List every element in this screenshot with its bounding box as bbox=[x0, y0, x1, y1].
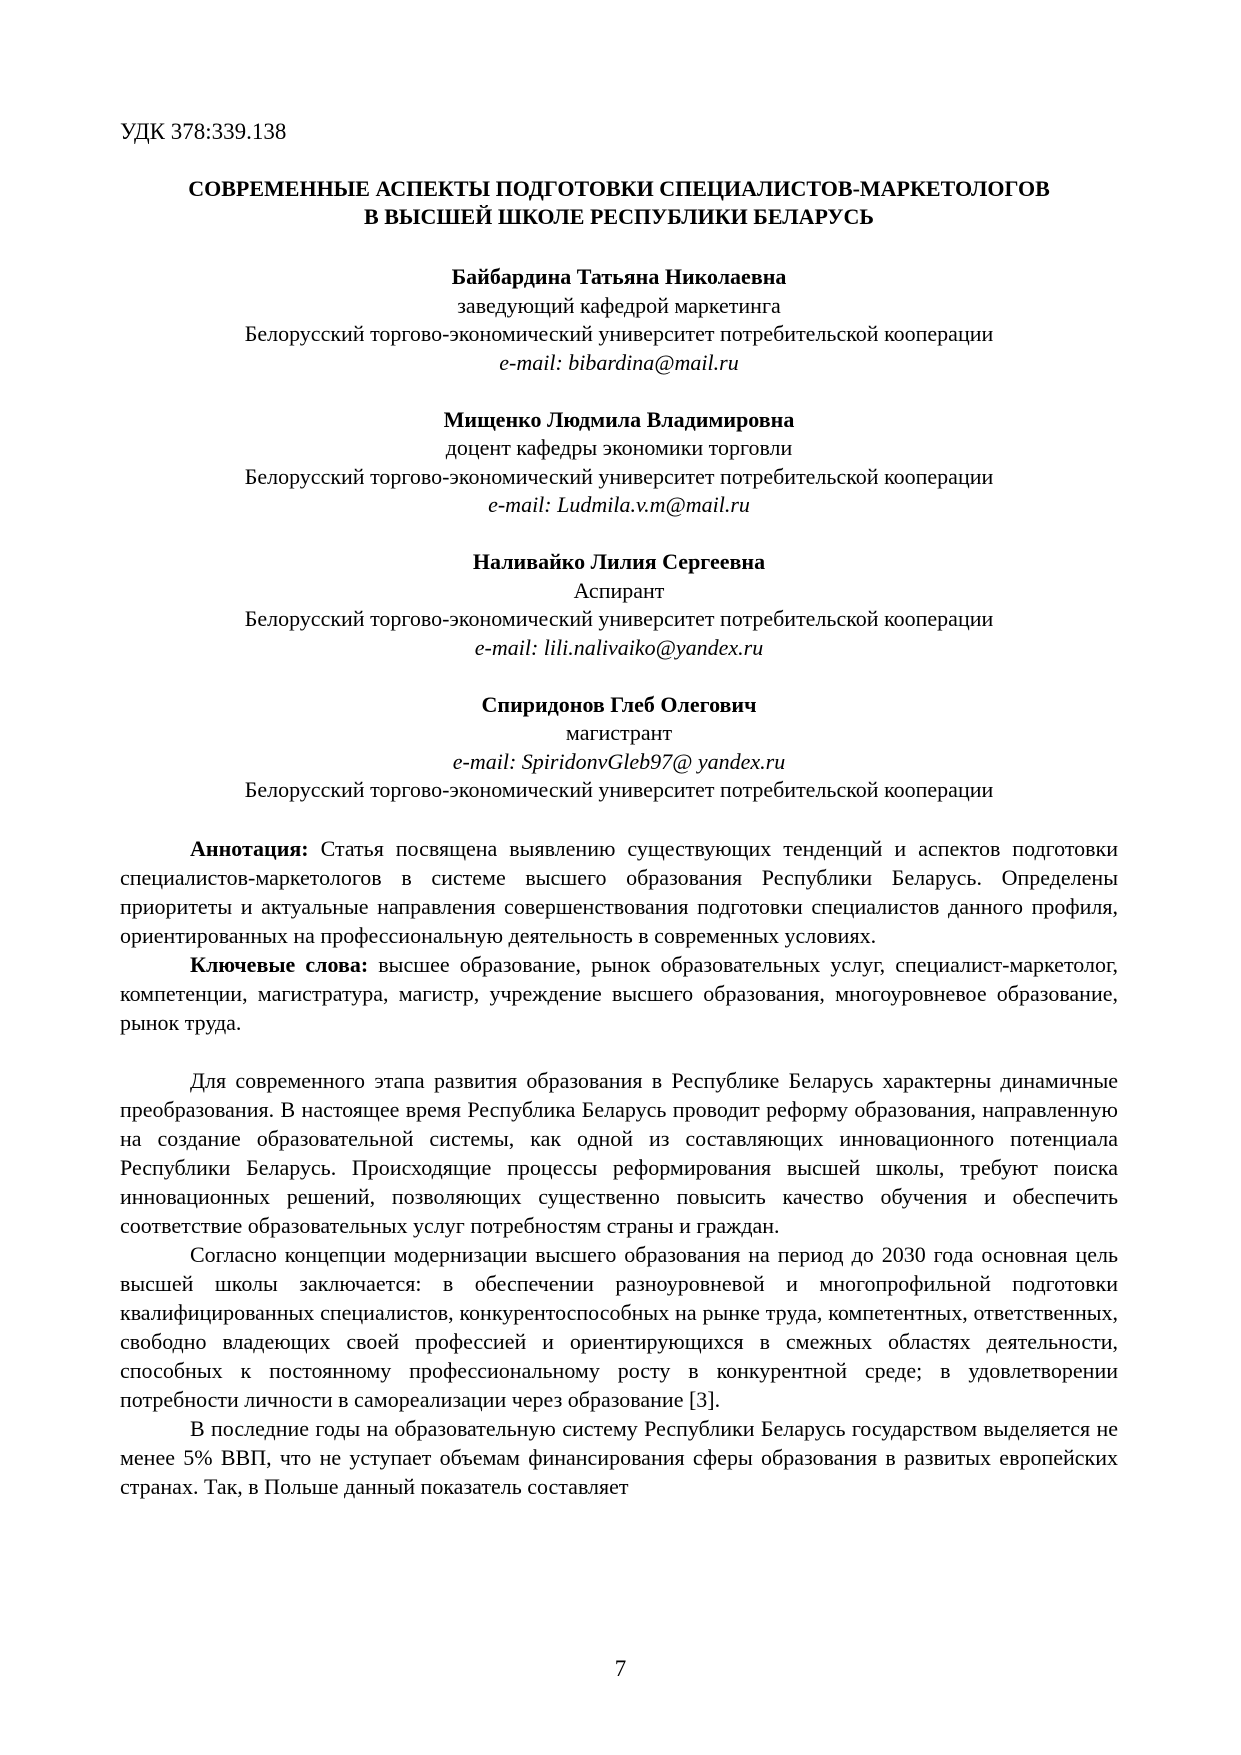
body-paragraph: Согласно концепции модернизации высшего образования на период до 2030 года основная цель высшей школы заключается: в обеспечении разноуровневой и многопрофильной подготовки квалифицированных специалистов, конкурентоспособных на рынке труда, компетентных, ответственных, свободно владеющих своей профессией и ориентирующихся в смежных областях деятельности, способных к постоянному профессиональному росту в конкурентной среде; в удовлетворении потребности личности в самореализации через образование [3]. bbox=[120, 1242, 1118, 1412]
author-organization: Белорусский торгово-экономический университет потребительской кооперации bbox=[244, 321, 994, 346]
author-organization: Белорусский торгово-экономический университет потребительской кооперации bbox=[244, 463, 994, 489]
article-title-line-1: СОВРЕМЕННЫЕ АСПЕКТЫ ПОДГОТОВКИ СПЕЦИАЛИСТОВ-МАРКЕТОЛОГОВ bbox=[188, 176, 1050, 201]
author-email: e-mail: lili.nalivaiko@yandex.ru bbox=[474, 634, 764, 660]
article-title-line-2: В ВЫСШЕЙ ШКОЛЕ РЕСПУБЛИКИ БЕЛАРУСЬ bbox=[364, 204, 874, 229]
author-block bbox=[120, 263, 1118, 377]
abstract-label: Аннотация: bbox=[190, 836, 309, 861]
udc-code: УДК 378:339.138 bbox=[120, 119, 287, 144]
author-position: доцент кафедры экономики торговли bbox=[445, 435, 793, 460]
abstract-paragraph bbox=[120, 834, 1118, 950]
author-organization: Белорусский торгово-экономический университет потребительской кооперации bbox=[244, 777, 994, 802]
page-number: 7 bbox=[614, 1656, 627, 1681]
keywords-text: высшее образование, рынок образовательных услуг, специалист-маркетолог, компетенции, магистратура, магистр, учреждение высшего образования, многоуровневое образование, рынок труда. bbox=[120, 952, 1118, 1035]
author-list bbox=[120, 263, 1118, 833]
author-name: Байбардина Татьяна Николаевна bbox=[451, 264, 787, 289]
author-name: Мищенко Людмила Владимировна bbox=[443, 406, 795, 432]
author-position: магистрант bbox=[565, 720, 673, 745]
author-block bbox=[120, 691, 1118, 805]
body-paragraph: Для современного этапа развития образования в Республике Беларусь характерны динамичные преобразования. В настоящее время Республика Беларусь проводит реформу образования, направленную на создание образовательной системы, как одной из составляющих инновационного потенциала Республики Беларусь. Происходящие процессы реформирования высшей школы, требуют поиска инновационных решений, позволяющих существенно повысить качество обучения и обеспечить соответствие образовательных услуг потребностям страны и граждан. bbox=[120, 1068, 1118, 1238]
article-title bbox=[120, 175, 1118, 231]
abstract-text: Статья посвящена выявлению существующих тенденций и аспектов подготовки специалистов-маркетологов в системе высшего образования Республики Беларусь. Определены приоритеты и актуальные направления совершенствования подготовки специалистов данного профиля, ориентированных на профессиональную деятельность в современных условиях. bbox=[120, 836, 1118, 948]
author-block bbox=[120, 548, 1118, 662]
section-spacer bbox=[120, 1037, 1118, 1066]
author-organization: Белорусский торгово-экономический университет потребительской кооперации bbox=[244, 606, 994, 631]
article-body bbox=[120, 834, 1118, 1501]
author-name: Спиридонов Глеб Олегович bbox=[481, 691, 757, 717]
author-position: Аспирант bbox=[573, 577, 665, 603]
body-paragraph: В последние годы на образовательную систему Республики Беларусь государством выделяется не менее 5% ВВП, что не уступает объемам финансирования сферы образования в развитых европейских странах. Так, в Польше данный показатель составляет bbox=[120, 1416, 1118, 1499]
author-email: e-mail: Ludmila.v.m@mail.ru bbox=[488, 492, 750, 517]
keywords-label: Ключевые слова: bbox=[190, 952, 369, 977]
author-email: e-mail: bibardina@mail.ru bbox=[499, 349, 739, 375]
author-position: заведующий кафедрой маркетинга bbox=[457, 292, 781, 318]
author-email: e-mail: SpiridonvGleb97@ yandex.ru bbox=[452, 748, 786, 774]
author-block bbox=[120, 406, 1118, 520]
author-name: Наливайко Лилия Сергеевна bbox=[472, 549, 766, 574]
keywords-paragraph bbox=[120, 950, 1118, 1037]
